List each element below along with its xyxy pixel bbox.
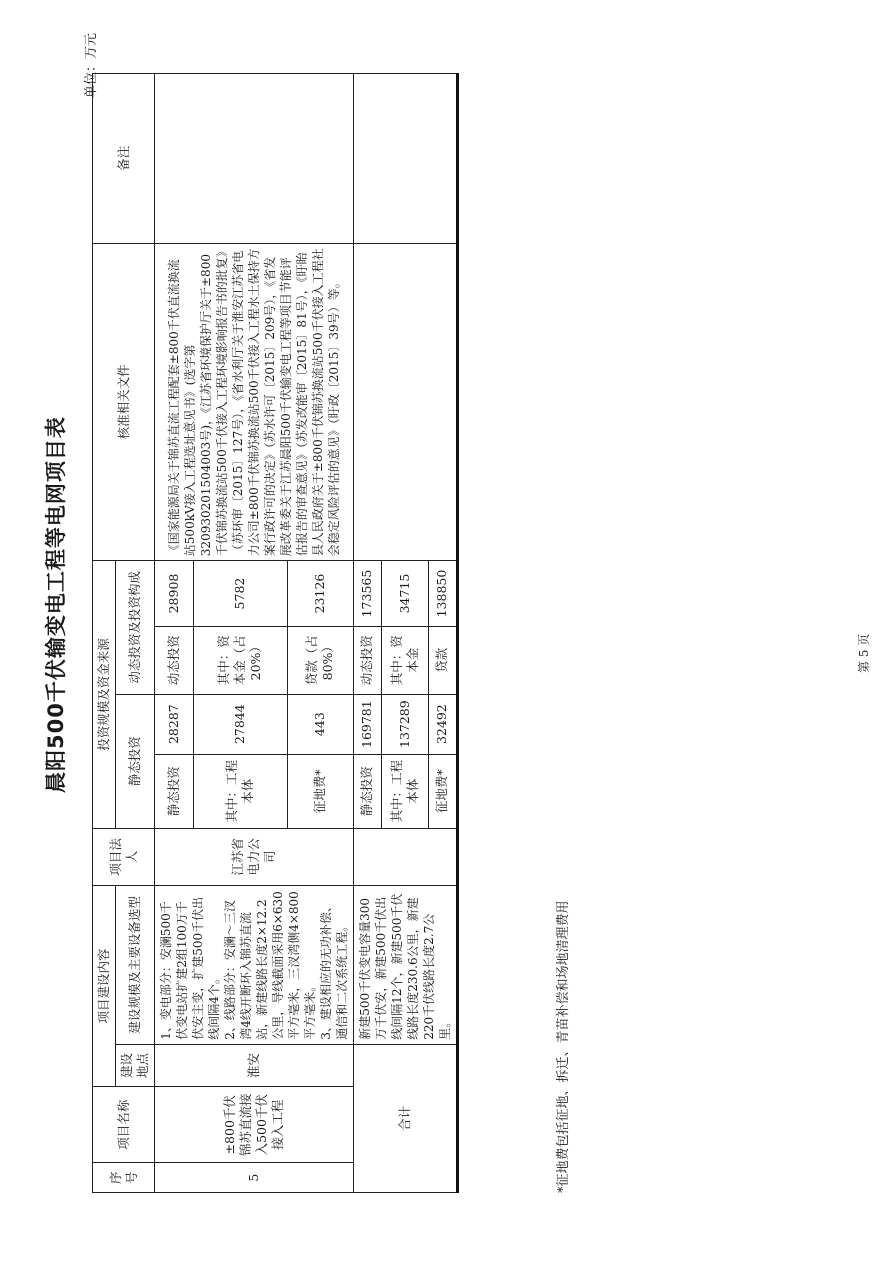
header-project-name: 项目名称 (93, 1087, 155, 1163)
row5-remark (155, 74, 354, 244)
header-legal-person: 项目法人 (93, 828, 155, 885)
row5-seq: 5 (155, 1163, 354, 1193)
header-remark: 备注 (93, 74, 155, 244)
header-static-invest: 静态投资 (116, 694, 155, 828)
row5-docs: 《国家能源局关于锦苏直流工程配套±800千伏直流换流站500kV接入工程选址意见书》(选字第320930201504003号)，《江苏省环境保护厅关于±800千伏锦苏换流站500千伏接入工程环境影响报告书的批复》（苏环审〔2015〕127号），《省水利厅关于淮安江苏省电力公司±800千伏锦苏换流站500千伏接入工程水土保持方案行政许可的决定》（苏水许可〔2015〕209号），《省发展改革委关于江苏晨阳500千伏输变电工程等项目节能评估报告的审查意见》（苏发改能审〔2015〕81号），《盱眙县人民政府关于±800千伏锦苏换流站500千伏接入工程社会稳定风险评估的意见》（盱政〔2015〕39号）等。 (155, 243, 354, 561)
row5-sub1-static-value: 27844 (194, 694, 288, 754)
page-number: 第 5 页 (857, 633, 871, 673)
row5-sub2-dynamic-label: 贷款（占80%） (287, 626, 353, 694)
row5-dynamic-label: 动态投资 (155, 626, 194, 694)
total-static-value: 169781 (354, 694, 382, 754)
total-sub2-static-value: 32492 (428, 694, 457, 754)
total-sub2-dynamic-value: 138850 (428, 561, 457, 627)
row5-sub1-dynamic-label: 其中：资本金（占20%） (194, 626, 288, 694)
total-sub1-dynamic-label: 其中：资本金 (381, 626, 428, 694)
total-sub1-dynamic-value: 34715 (381, 561, 428, 627)
row5-dynamic-value: 28908 (155, 561, 194, 627)
header-content-group: 项目建设内容 (93, 885, 116, 1086)
project-table (92, 73, 459, 1193)
row5-sub2-static-value: 443 (287, 694, 353, 754)
total-sub1-static-label: 其中：工程本体 (381, 754, 428, 828)
row5-scale: 1、变电部分：安澜500千伏变电站扩建2组100万千伏安主变，扩建500千伏出线间隔4个。 2、线路部分：安澜～三汊湾4线开断环入锦苏直流站，新建线路长度2×12.2公里，导线截面采用6×630平方毫米，三汊湾侧4×800平方毫米。 3、建设相应的无功补偿、通信和二次系统工程。 (155, 885, 354, 1044)
row5-sub2-static-label: 征地费* (287, 754, 353, 828)
total-dynamic-label: 动态投资 (354, 626, 382, 694)
row5-sub1-static-label: 其中：工程本体 (194, 754, 288, 828)
total-row (354, 74, 382, 1193)
header-invest-group: 投资规模及资金来源 (93, 561, 116, 829)
row5-sub2-dynamic-value: 23126 (287, 561, 353, 627)
header-seq: 序号 (93, 1163, 155, 1193)
unit-label: 单位：万元 (84, 32, 99, 98)
row5-name: ±800千伏锦苏直流接入500千伏接入工程 (155, 1087, 354, 1163)
total-legal-person (354, 828, 458, 885)
total-remark (354, 74, 458, 244)
row5-sub1-dynamic-value: 5782 (194, 561, 288, 627)
header-location: 建设地点 (116, 1044, 155, 1086)
total-docs (354, 243, 458, 561)
total-sub1-static-value: 137289 (381, 694, 428, 754)
header-dynamic-group: 动态投资及投资构成 (116, 561, 155, 694)
header-scale: 建设规模及主要设备选型 (116, 885, 155, 1044)
row5-legal-person: 江苏省电力公司 (155, 828, 354, 885)
row5-location: 淮安 (155, 1044, 354, 1086)
header-row-1 (93, 74, 116, 1193)
total-dynamic-value: 173565 (354, 561, 382, 627)
row5-static-value: 28287 (155, 694, 194, 754)
table-row (155, 74, 194, 1193)
total-name: 合计 (354, 1044, 458, 1192)
total-sub2-dynamic-label: 贷款 (428, 626, 457, 694)
page-title: 晨阳500千伏输变电工程等电网项目表 (44, 416, 68, 793)
total-static-label: 静态投资 (354, 754, 382, 828)
total-scale: 新建500千伏变电容量300万千伏安，新建500千伏出线间隔12个，新建500千伏线路长度230.6公里，新建220千伏线路长度2.7公里。 (354, 885, 458, 1044)
footnote: *征地费包括征地、拆迁、青苗补偿和场地清理费用 (556, 900, 571, 1193)
row5-static-label: 静态投资 (155, 754, 194, 828)
total-sub2-static-label: 征地费* (428, 754, 457, 828)
header-docs: 核准相关文件 (93, 243, 155, 561)
